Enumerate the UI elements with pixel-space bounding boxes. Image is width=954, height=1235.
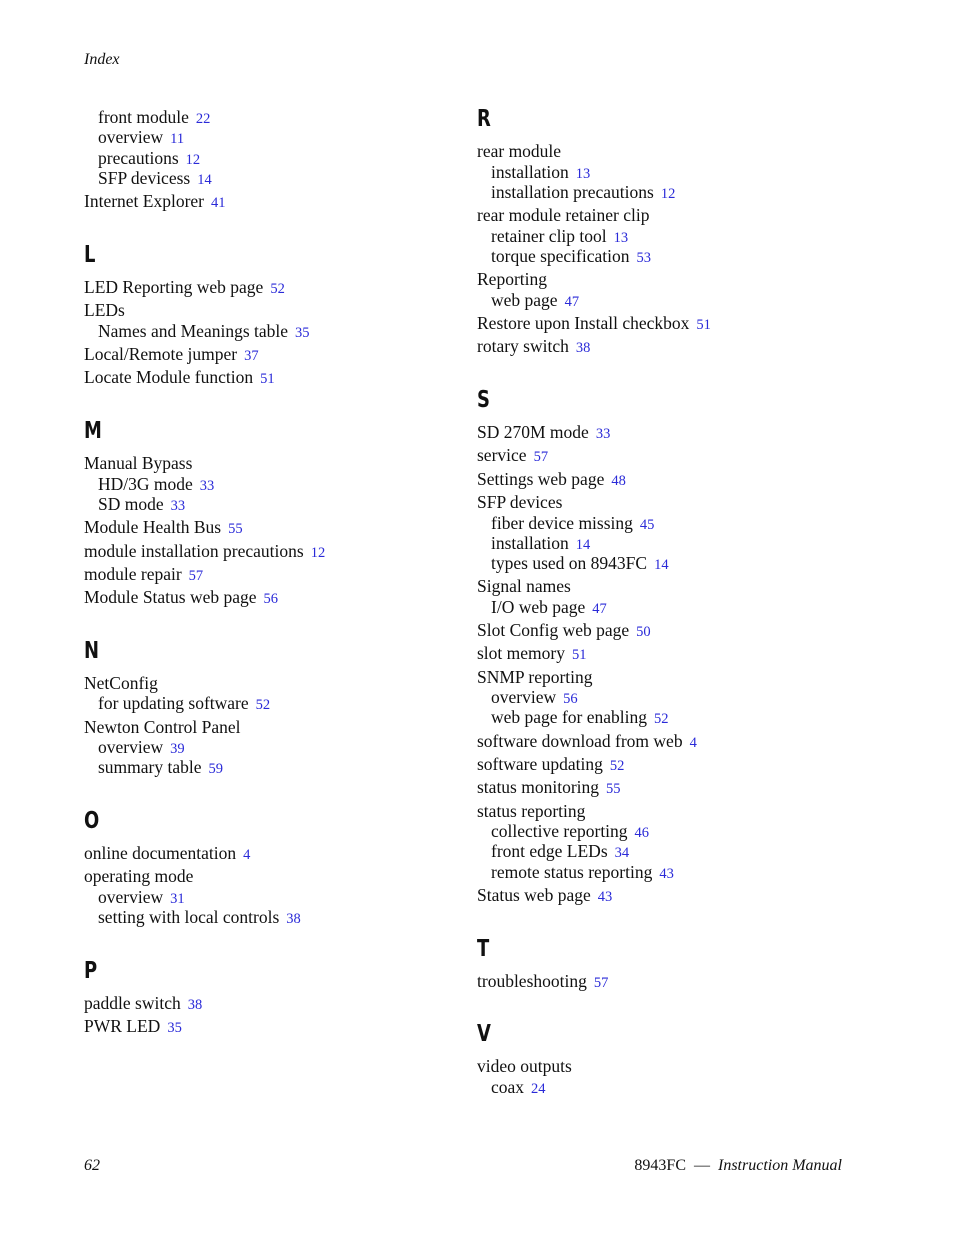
index-subentry (491, 597, 607, 619)
index-entry (84, 453, 192, 473)
index-subentry (98, 907, 301, 929)
index-term: web page (491, 290, 558, 310)
index-entry (84, 993, 202, 1015)
index-subentry (98, 148, 200, 170)
index-term: Module Health Bus (84, 517, 222, 537)
index-entry (477, 269, 547, 289)
index-entry (477, 445, 548, 467)
index-term: slot memory (477, 643, 565, 663)
index-entry (477, 469, 626, 491)
index-term: Internet Explorer (84, 191, 205, 211)
index-term: Module Status web page (84, 587, 257, 607)
index-subentry (491, 290, 579, 312)
page-link[interactable]: 37 (244, 348, 259, 364)
page-link[interactable]: 4 (243, 847, 251, 863)
section-letter-t: T (477, 936, 490, 962)
page-link[interactable]: 51 (696, 317, 711, 333)
page-link[interactable]: 22 (195, 111, 211, 127)
index-term: web page for enabling (491, 707, 647, 727)
index-term: types used on 8943FC (491, 553, 648, 573)
index-subentry (491, 687, 578, 709)
index-subentry (491, 162, 590, 184)
page-link[interactable]: 43 (597, 889, 613, 905)
index-entry (477, 731, 697, 753)
page-link[interactable]: 52 (270, 281, 285, 297)
index-entry (84, 541, 325, 563)
index-subentry (491, 513, 654, 535)
index-entry (84, 587, 278, 609)
index-subentry (491, 246, 651, 268)
index-term: Signal names (477, 576, 571, 596)
index-term: HD/3G mode (98, 474, 193, 494)
index-term: Restore upon Install checkbox (477, 313, 690, 333)
page-link[interactable]: 35 (167, 1020, 182, 1036)
page-link[interactable]: 38 (286, 911, 301, 927)
page-link[interactable]: 4 (689, 735, 697, 751)
index-entry (477, 1056, 572, 1076)
index-entry (84, 843, 250, 865)
index-entry (477, 620, 651, 642)
index-entry (477, 576, 571, 596)
index-entry (477, 971, 608, 993)
index-term: Status web page (477, 885, 591, 905)
page-number: 62 (84, 1157, 100, 1174)
footer-separator: — (694, 1157, 710, 1174)
page-link[interactable]: 34 (614, 845, 630, 861)
index-term: for updating software (98, 693, 249, 713)
section-letter-m: M (84, 418, 102, 444)
index-term: Slot Config web page (477, 620, 630, 640)
page-link[interactable]: 11 (170, 131, 185, 147)
section-letter-r: R (477, 106, 491, 132)
index-term: online documentation (84, 843, 237, 863)
page-link[interactable]: 50 (636, 624, 651, 640)
index-entry (477, 885, 612, 907)
page-link[interactable]: 57 (593, 975, 609, 991)
index-term: coax (491, 1077, 525, 1097)
index-subentry (491, 821, 649, 843)
index-term: rotary switch (477, 336, 569, 356)
page-link[interactable]: 13 (575, 166, 591, 182)
section-letter-v: V (477, 1021, 491, 1047)
index-subentry (491, 841, 629, 863)
index-entry (84, 866, 193, 886)
index-entry (84, 673, 158, 693)
index-term: SNMP reporting (477, 667, 593, 687)
page-link[interactable]: 47 (564, 294, 580, 310)
index-term: Reporting (477, 269, 547, 289)
page-link[interactable]: 57 (533, 449, 549, 465)
page-link[interactable]: 43 (659, 866, 674, 882)
index-subentry (491, 533, 590, 555)
index-subentry (491, 862, 674, 884)
page-link[interactable]: 45 (639, 517, 655, 533)
index-entry (84, 517, 243, 539)
index-subentry (491, 226, 628, 248)
index-term: rear module retainer clip (477, 205, 650, 225)
index-term: Local/Remote jumper (84, 344, 238, 364)
index-term: NetConfig (84, 673, 158, 693)
index-entry (84, 564, 203, 586)
index-entry (477, 336, 590, 358)
index-entry (477, 643, 586, 665)
page-link[interactable]: 57 (188, 568, 204, 584)
product-name: 8943FC (634, 1157, 686, 1174)
section-letter-n: N (84, 638, 100, 664)
index-subentry (98, 887, 185, 909)
index-entry (84, 344, 259, 366)
index-term: remote status reporting (491, 862, 653, 882)
index-term: installation (491, 162, 569, 182)
index-term: operating mode (84, 866, 194, 886)
index-term: SFP devicess (98, 168, 191, 188)
index-term: software download from web (477, 731, 683, 751)
page-link[interactable]: 14 (654, 557, 669, 573)
page-link[interactable]: 38 (187, 997, 203, 1013)
section-letter-l: L (84, 242, 96, 268)
index-term: rear module (477, 141, 562, 161)
index-term: module installation precautions (84, 541, 304, 561)
index-term: installation precautions (491, 182, 654, 202)
index-subentry (491, 1077, 546, 1099)
page-link[interactable]: 24 (531, 1081, 546, 1097)
index-subentry (491, 553, 669, 575)
page-link[interactable]: 51 (260, 371, 275, 387)
index-term: overview (491, 687, 557, 707)
page-link[interactable]: 52 (653, 711, 669, 727)
index-term: overview (98, 737, 164, 757)
page-link[interactable]: 39 (170, 741, 185, 757)
index-subentry (98, 127, 184, 149)
index-entry (477, 492, 562, 512)
index-entry (84, 277, 285, 299)
index-subentry (98, 737, 185, 759)
page-link[interactable]: 31 (170, 891, 185, 907)
page-link[interactable]: 47 (592, 601, 607, 617)
page-link[interactable]: 33 (170, 498, 186, 514)
index-term: summary table (98, 757, 202, 777)
index-term: LED Reporting web page (84, 277, 264, 297)
index-subentry (98, 107, 210, 129)
index-term: video outputs (477, 1056, 572, 1076)
section-letter-p: P (84, 958, 98, 984)
index-term: installation (491, 533, 569, 553)
index-term: Names and Meanings table (98, 321, 289, 341)
page-link[interactable]: 48 (611, 473, 626, 489)
index-term: software updating (477, 754, 603, 774)
index-entry (477, 667, 593, 687)
index-term: Newton Control Panel (84, 717, 241, 737)
index-term: overview (98, 127, 164, 147)
index-term: setting with local controls (98, 907, 280, 927)
page-link[interactable]: 12 (660, 186, 676, 202)
index-term: status monitoring (477, 777, 600, 797)
index-subentry (98, 474, 214, 496)
page-link[interactable]: 52 (255, 697, 271, 713)
index-entry (477, 777, 621, 799)
index-term: front edge LEDs (491, 841, 608, 861)
page-link[interactable]: 35 (295, 325, 310, 341)
index-term: PWR LED (84, 1016, 161, 1036)
page-link[interactable]: 55 (228, 521, 243, 537)
index-entry (477, 141, 561, 161)
index-term: Manual Bypass (84, 453, 193, 473)
index-term: Locate Module function (84, 367, 254, 387)
index-term: precautions (98, 148, 179, 168)
page-link[interactable]: 13 (613, 230, 629, 246)
section-letter-o: O (84, 808, 100, 834)
running-head: Index (84, 51, 120, 68)
index-entry (477, 313, 711, 335)
index-subentry (98, 693, 270, 715)
index-term: paddle switch (84, 993, 181, 1013)
page-link[interactable]: 14 (197, 172, 212, 188)
index-term: front module (98, 107, 189, 127)
page-link[interactable]: 33 (199, 478, 215, 494)
index-entry (477, 422, 610, 444)
index-entry (84, 717, 241, 737)
index-term: module repair (84, 564, 182, 584)
index-entry (477, 754, 624, 776)
manual-title: Instruction Manual (718, 1157, 842, 1174)
index-term: status reporting (477, 801, 586, 821)
page-link[interactable]: 51 (571, 647, 587, 663)
footer-title (634, 1157, 842, 1175)
index-subentry (98, 168, 212, 190)
page-link[interactable]: 53 (636, 250, 651, 266)
index-subentry (98, 757, 223, 779)
index-term: SD 270M mode (477, 422, 589, 442)
page-link[interactable]: 38 (575, 340, 591, 356)
index-term: collective reporting (491, 821, 628, 841)
index-subentry (98, 321, 310, 343)
index-term: SD mode (98, 494, 164, 514)
index-term: retainer clip tool (491, 226, 607, 246)
page-link[interactable]: 59 (208, 761, 224, 777)
page-link[interactable]: 12 (310, 545, 326, 561)
index-term: troubleshooting (477, 971, 587, 991)
index-entry (84, 367, 275, 389)
page-link[interactable]: 56 (263, 591, 279, 607)
index-term: Settings web page (477, 469, 605, 489)
index-term: LEDs (84, 300, 125, 320)
index-subentry (98, 494, 185, 516)
index-term: service (477, 445, 527, 465)
page-link[interactable]: 14 (575, 537, 591, 553)
page-link[interactable]: 46 (634, 825, 650, 841)
page-link[interactable]: 41 (211, 195, 226, 211)
page-link[interactable]: 56 (563, 691, 578, 707)
index-entry (477, 801, 585, 821)
index-entry (84, 1016, 182, 1038)
index-entry (477, 205, 649, 225)
page-link[interactable]: 12 (185, 152, 201, 168)
index-term: torque specification (491, 246, 630, 266)
index-entry (84, 191, 226, 213)
index-subentry (491, 182, 675, 204)
index-subentry (491, 707, 668, 729)
index-entry (84, 300, 125, 320)
page-link[interactable]: 52 (609, 758, 625, 774)
index-term: SFP devices (477, 492, 563, 512)
section-letter-s: S (477, 387, 490, 413)
page-link[interactable]: 55 (606, 781, 621, 797)
index-term: I/O web page (491, 597, 586, 617)
page-link[interactable]: 33 (595, 426, 611, 442)
index-term: fiber device missing (491, 513, 633, 533)
index-term: overview (98, 887, 164, 907)
